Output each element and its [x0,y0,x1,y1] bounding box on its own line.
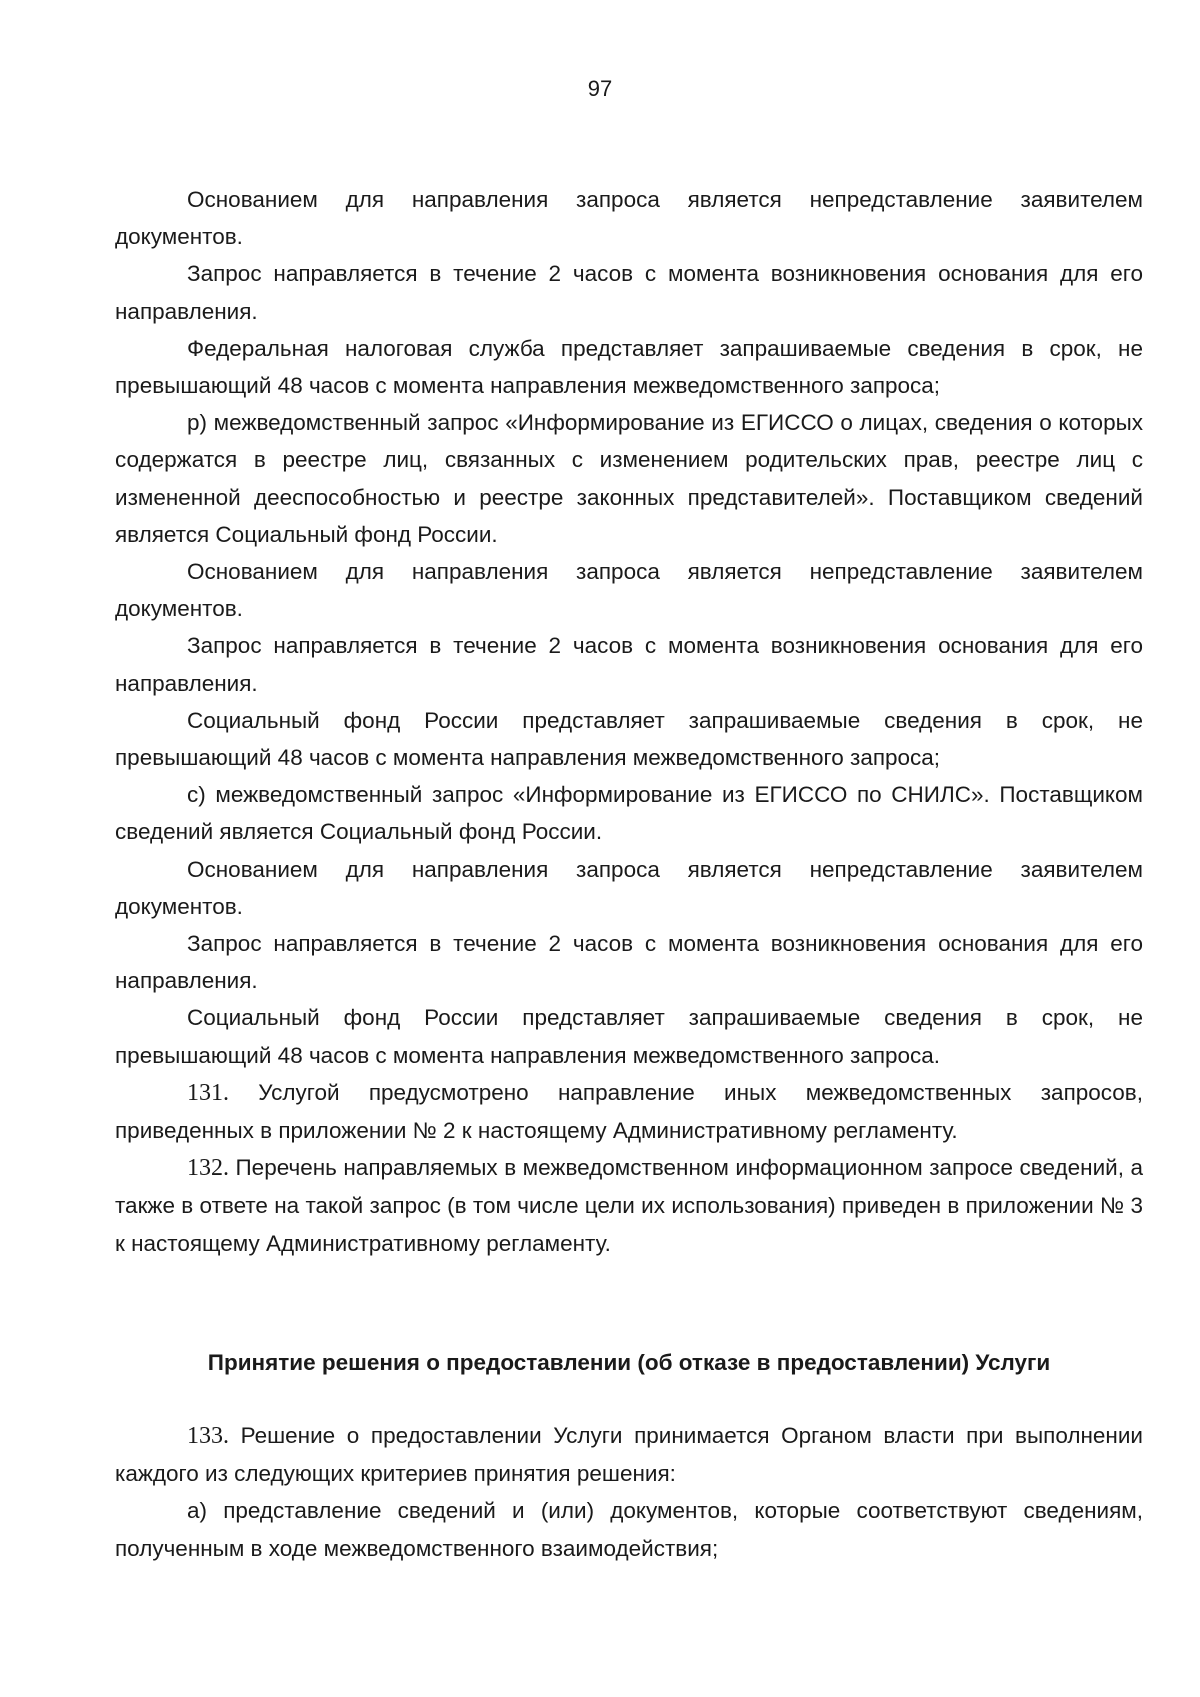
clause-number: 133. [187,1423,229,1449]
paragraph-item-a: а) представление сведений и (или) документов, которые соответствуют сведениям, полученным в ходе межведомственного взаимодействия; [115,1498,1143,1561]
paragraph-request-timing-fns: Запрос направляется в течение 2 часов с момента возникновения основания для его направления. [115,261,1143,324]
paragraph-131 [115,1074,1143,1149]
paragraph-132 [115,1149,1143,1262]
document-body [115,181,1143,1262]
section-heading: Принятие решения о предоставлении (об отказе в предоставлении) Услуги [207,1350,1051,1375]
document-body-continued [115,1417,1143,1567]
paragraph-fns-response-term: Федеральная налоговая служба представляет запрашиваемые сведения в срок, не превышающий 48 часов с момента направления межведомственного запроса; [115,335,1143,399]
clause-text: Перечень направляемых в межведомственном информационном запросе сведений, а также в ответе на такой запрос (в том числе цели их использования) приведен в приложении № 3 к настоящему Административному регламенту. [115,1155,1143,1256]
paragraph-request-timing-s: Запрос направляется в течение 2 часов с момента возникновения основания для его направления. [115,931,1143,994]
page-number: 97 [587,76,613,101]
paragraph-133 [115,1417,1143,1492]
paragraph-basis-r: Основанием для направления запроса является непредставление заявителем документов. [115,559,1143,622]
clause-number: 132. [187,1155,229,1182]
paragraph-basis-s: Основанием для направления запроса является непредставление заявителем документов. [115,856,1143,919]
paragraph-sfr-response-term-r: Социальный фонд России представляет запрашиваемые сведения в срок, не превышающий 48 часов с момента направления межведомственного запроса; [115,707,1143,771]
paragraph-basis-fns: Основанием для направления запроса является непредставление заявителем документов. [115,187,1143,250]
paragraph-item-r: р) межведомственный запрос «Информирование из ЕГИССО о лицах, сведения о которых содержатся в реестре лиц, связанных с изменением родительских прав, реестре лиц с измененной дееспособностью и реестре законных представителей». Поставщиком сведений является Социальный фонд России. [115,410,1143,547]
paragraph-request-timing-r: Запрос направляется в течение 2 часов с момента возникновения основания для его направления. [115,633,1143,696]
clause-number: 131. [187,1079,229,1106]
clause-text: Решение о предоставлении Услуги принимается Органом власти при выполнении каждого из следующих критериев принятия решения: [115,1423,1143,1487]
paragraph-sfr-response-term-s: Социальный фонд России представляет запрашиваемые сведения в срок, не превышающий 48 часов с момента направления межведомственного запроса. [115,1005,1143,1068]
clause-text: Услугой предусмотрено направление иных межведомственных запросов, приведенных в приложении № 2 к настоящему Административному регламенту. [115,1079,1143,1144]
paragraph-item-s: с) межведомственный запрос «Информирование из ЕГИССО по СНИЛС». Поставщиком сведений является Социальный фонд России. [115,782,1143,845]
